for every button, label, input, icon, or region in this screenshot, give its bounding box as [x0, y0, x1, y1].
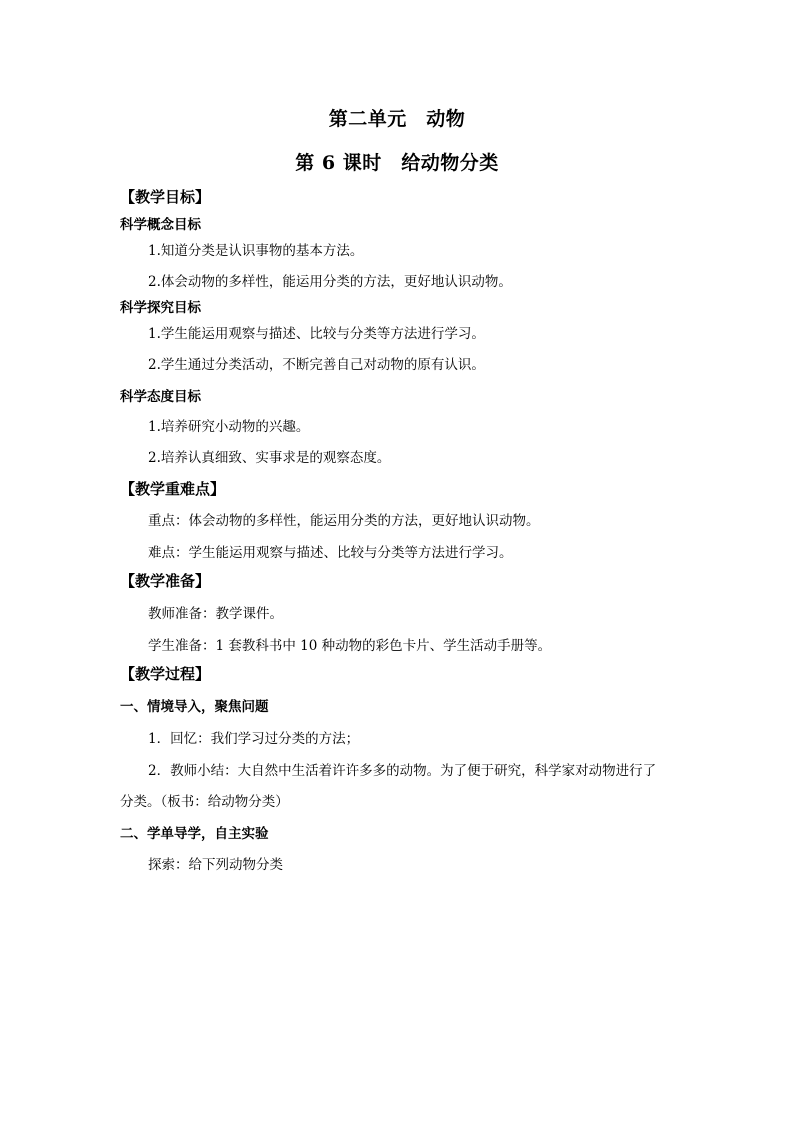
process-part1-continuation: 分类。（板书：给动物分类） [120, 794, 289, 810]
process-part2-item: 探索：给下列动物分类 [148, 857, 283, 873]
teacher-preparation: 教师准备：教学课件。 [148, 606, 283, 622]
process-part1-item: 2．教师小结：大自然中生活着许许多多的动物。为了便于研究，科学家对动物进行了 [148, 763, 657, 779]
inquiry-goals-heading: 科学探究目标 [120, 300, 201, 316]
unit-title: 第二单元 动物 [328, 108, 466, 130]
inquiry-goal-item: 1.学生能运用观察与描述、比较与分类等方法进行学习。 [148, 326, 485, 342]
student-preparation: 学生准备：1 套教科书中 10 种动物的彩色卡片、学生活动手册等。 [148, 638, 552, 654]
concept-goals-heading: 科学概念目标 [120, 217, 201, 233]
preparation-heading: 【教学准备】 [120, 572, 211, 590]
lesson-title: 第 6 课时 给动物分类 [295, 152, 499, 174]
process-part1-heading: 一、情境导入，聚焦问题 [120, 699, 269, 715]
process-part2-heading: 二、学单导学，自主实验 [120, 826, 269, 842]
concept-goal-item: 2.体会动物的多样性，能运用分类的方法，更好地认识动物。 [148, 274, 512, 290]
concept-goal-item: 1.知道分类是认识事物的基本方法。 [148, 243, 364, 259]
process-heading: 【教学过程】 [120, 665, 211, 683]
inquiry-goal-item: 2.学生通过分类活动，不断完善自己对动物的原有认识。 [148, 357, 485, 373]
attitude-goals-heading: 科学态度目标 [120, 389, 201, 405]
attitude-goal-item: 1.培养研究小动物的兴趣。 [148, 419, 310, 435]
attitude-goal-item: 2.培养认真细致、实事求是的观察态度。 [148, 450, 391, 466]
key-point-item: 重点：体会动物的多样性，能运用分类的方法，更好地认识动物。 [148, 513, 540, 529]
goals-heading: 【教学目标】 [120, 188, 211, 206]
process-part1-item: 1．回忆：我们学习过分类的方法； [148, 731, 360, 747]
difficult-point-item: 难点：学生能运用观察与描述、比较与分类等方法进行学习。 [148, 545, 513, 561]
key-points-heading: 【教学重难点】 [120, 480, 226, 498]
